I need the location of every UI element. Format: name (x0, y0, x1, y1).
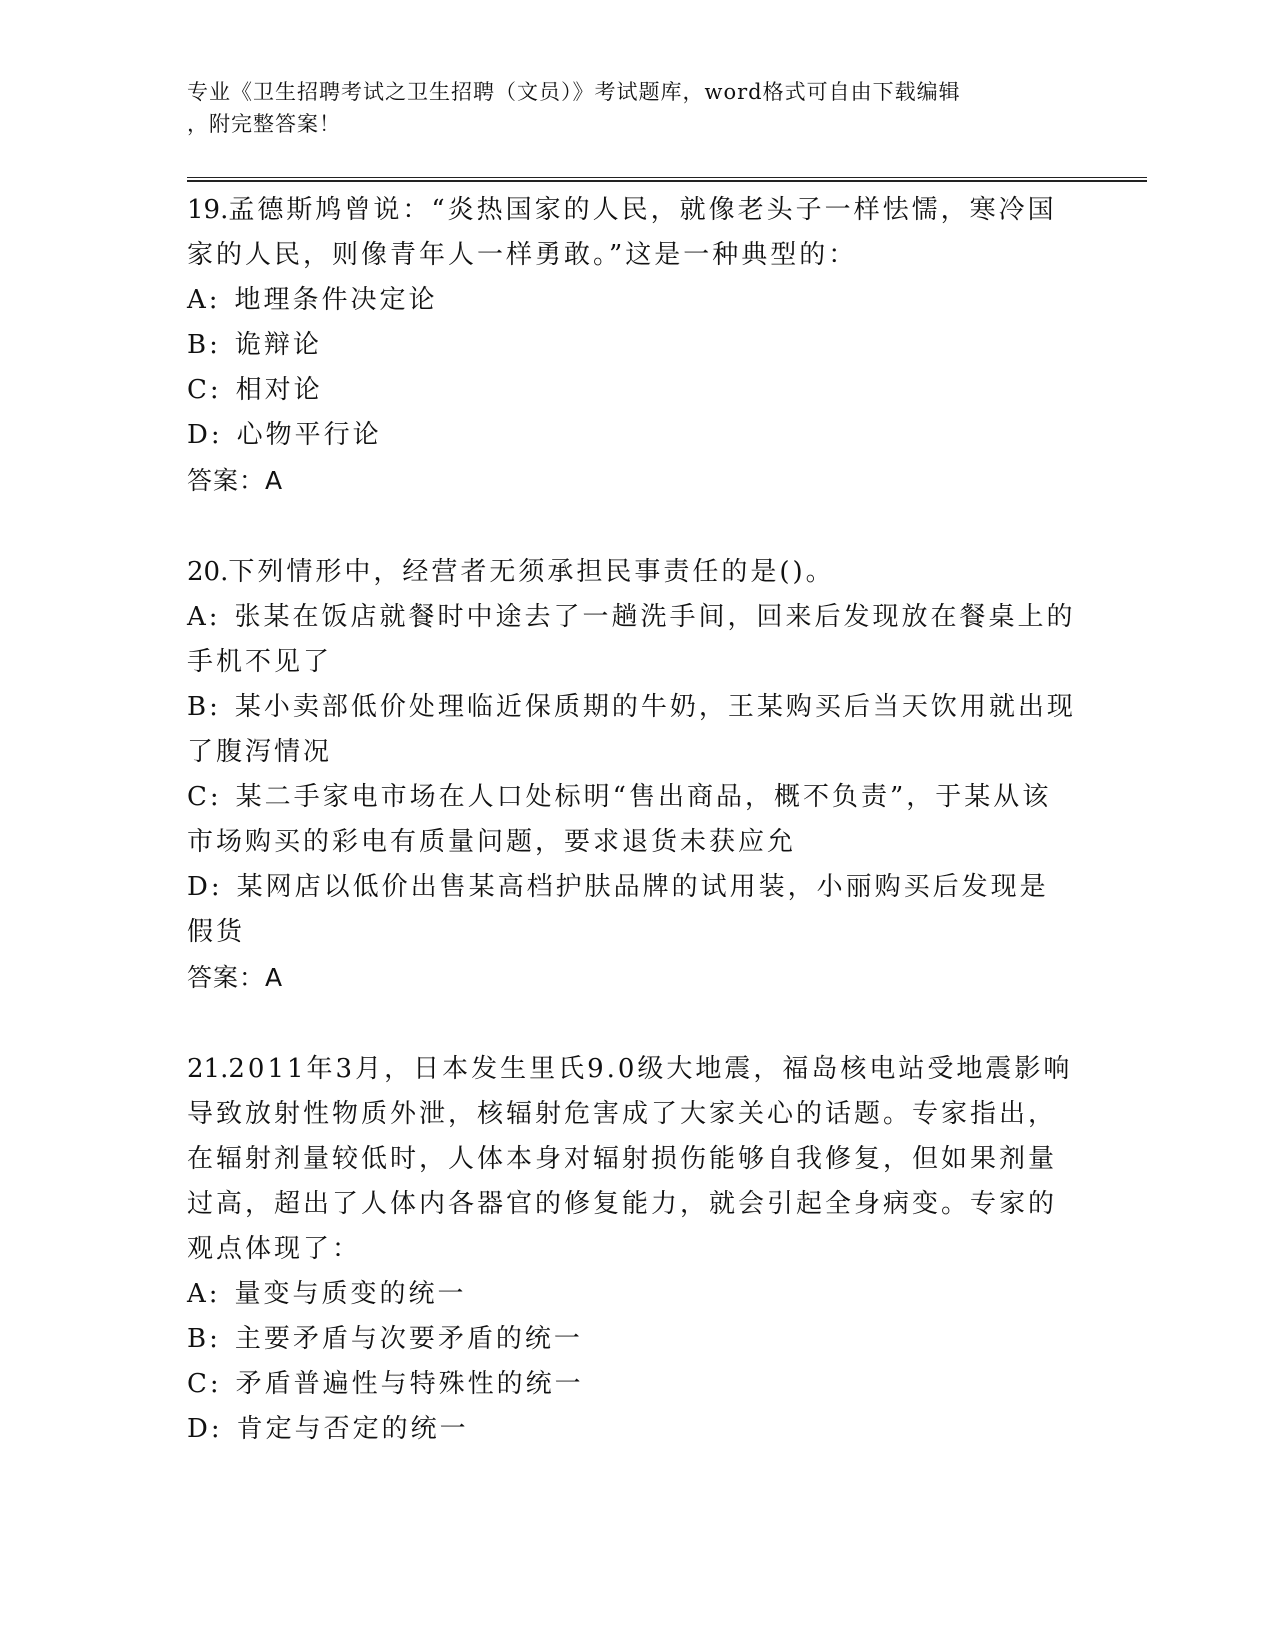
option-label: D: (187, 420, 223, 450)
question-stem (187, 550, 1077, 595)
question-number: 20. (187, 557, 229, 587)
option-text: 地理条件决定论 (234, 285, 438, 315)
question-text: 2011年3月，日本发生里氏9.0级大地震，福岛核电站受地震影响导致放射性物质外泄，核辐射危害成了大家关心的话题。专家指出，在辐射剂量较低时，人体本身对辐射损伤能够自我修复，但如果剂量过高，超出了人体内各器官的修复能力，就会引起全身病变。专家的观点体现了： (187, 1054, 1073, 1264)
question-text: 下列情形中，经营者无须承担民事责任的是()。 (228, 557, 835, 587)
option-label: C: (187, 782, 222, 812)
question-19 (187, 188, 1077, 503)
option-text: 矛盾普遍性与特殊性的统一 (235, 1369, 584, 1399)
option-c (187, 368, 1077, 413)
option-b (187, 323, 1077, 368)
header-note-line-2: ，附完整答案！ (187, 112, 341, 136)
option-label: A: (187, 285, 221, 315)
option-text: 张某在饭店就餐时中途去了一趟洗手间，回来后发现放在餐桌上的手机不见了 (187, 602, 1076, 677)
option-label: B: (187, 692, 221, 722)
option-a (187, 1272, 1077, 1317)
header-divider (187, 177, 1147, 182)
option-b (187, 685, 1077, 775)
question-stem (187, 1047, 1077, 1272)
option-label: C: (187, 375, 222, 405)
option-text: 相对论 (235, 375, 323, 405)
option-text: 量变与质变的统一 (234, 1279, 467, 1309)
option-text: 肯定与否定的统一 (236, 1414, 469, 1444)
question-20 (187, 550, 1077, 1000)
question-stem (187, 188, 1077, 278)
option-text: 某小卖部低价处理临近保质期的牛奶，王某购买后当天饮用就出现了腹泻情况 (187, 692, 1076, 767)
question-number: 21. (187, 1054, 229, 1084)
question-text: 孟德斯鸠曾说：“炎热国家的人民，就像老头子一样怯懦，寒冷国家的人民，则像青年人一样勇敢。”这是一种典型的： (187, 195, 1057, 270)
option-label: A: (187, 602, 221, 632)
answer-line: 答案：A (187, 466, 284, 495)
option-label: D: (187, 872, 223, 902)
answer-line: 答案：A (187, 963, 284, 992)
option-label: C: (187, 1369, 222, 1399)
option-label: A: (187, 1279, 221, 1309)
option-b (187, 1317, 1077, 1362)
option-label: D: (187, 1414, 223, 1444)
option-d (187, 413, 1077, 458)
option-d (187, 865, 1077, 955)
option-text: 心物平行论 (236, 420, 382, 450)
question-list (187, 188, 1077, 1452)
option-d (187, 1407, 1077, 1452)
document-header-note (187, 76, 1067, 140)
option-c (187, 775, 1077, 865)
option-text: 主要矛盾与次要矛盾的统一 (234, 1324, 583, 1354)
option-label: B: (187, 1324, 221, 1354)
question-number: 19. (187, 195, 229, 225)
option-a (187, 595, 1077, 685)
option-text: 诡辩论 (234, 330, 322, 360)
option-label: B: (187, 330, 221, 360)
option-a (187, 278, 1077, 323)
question-21 (187, 1047, 1077, 1452)
option-text: 某二手家电市场在人口处标明“售出商品，概不负责”，于某从该市场购买的彩电有质量问题，要求退货未获应允 (187, 782, 1052, 857)
header-note-line-1: 专业《卫生招聘考试之卫生招聘（文员）》考试题库，word格式可自由下载编辑 (187, 80, 961, 104)
option-c (187, 1362, 1077, 1407)
option-text: 某网店以低价出售某高档护肤品牌的试用装，小丽购买后发现是假货 (187, 872, 1049, 947)
